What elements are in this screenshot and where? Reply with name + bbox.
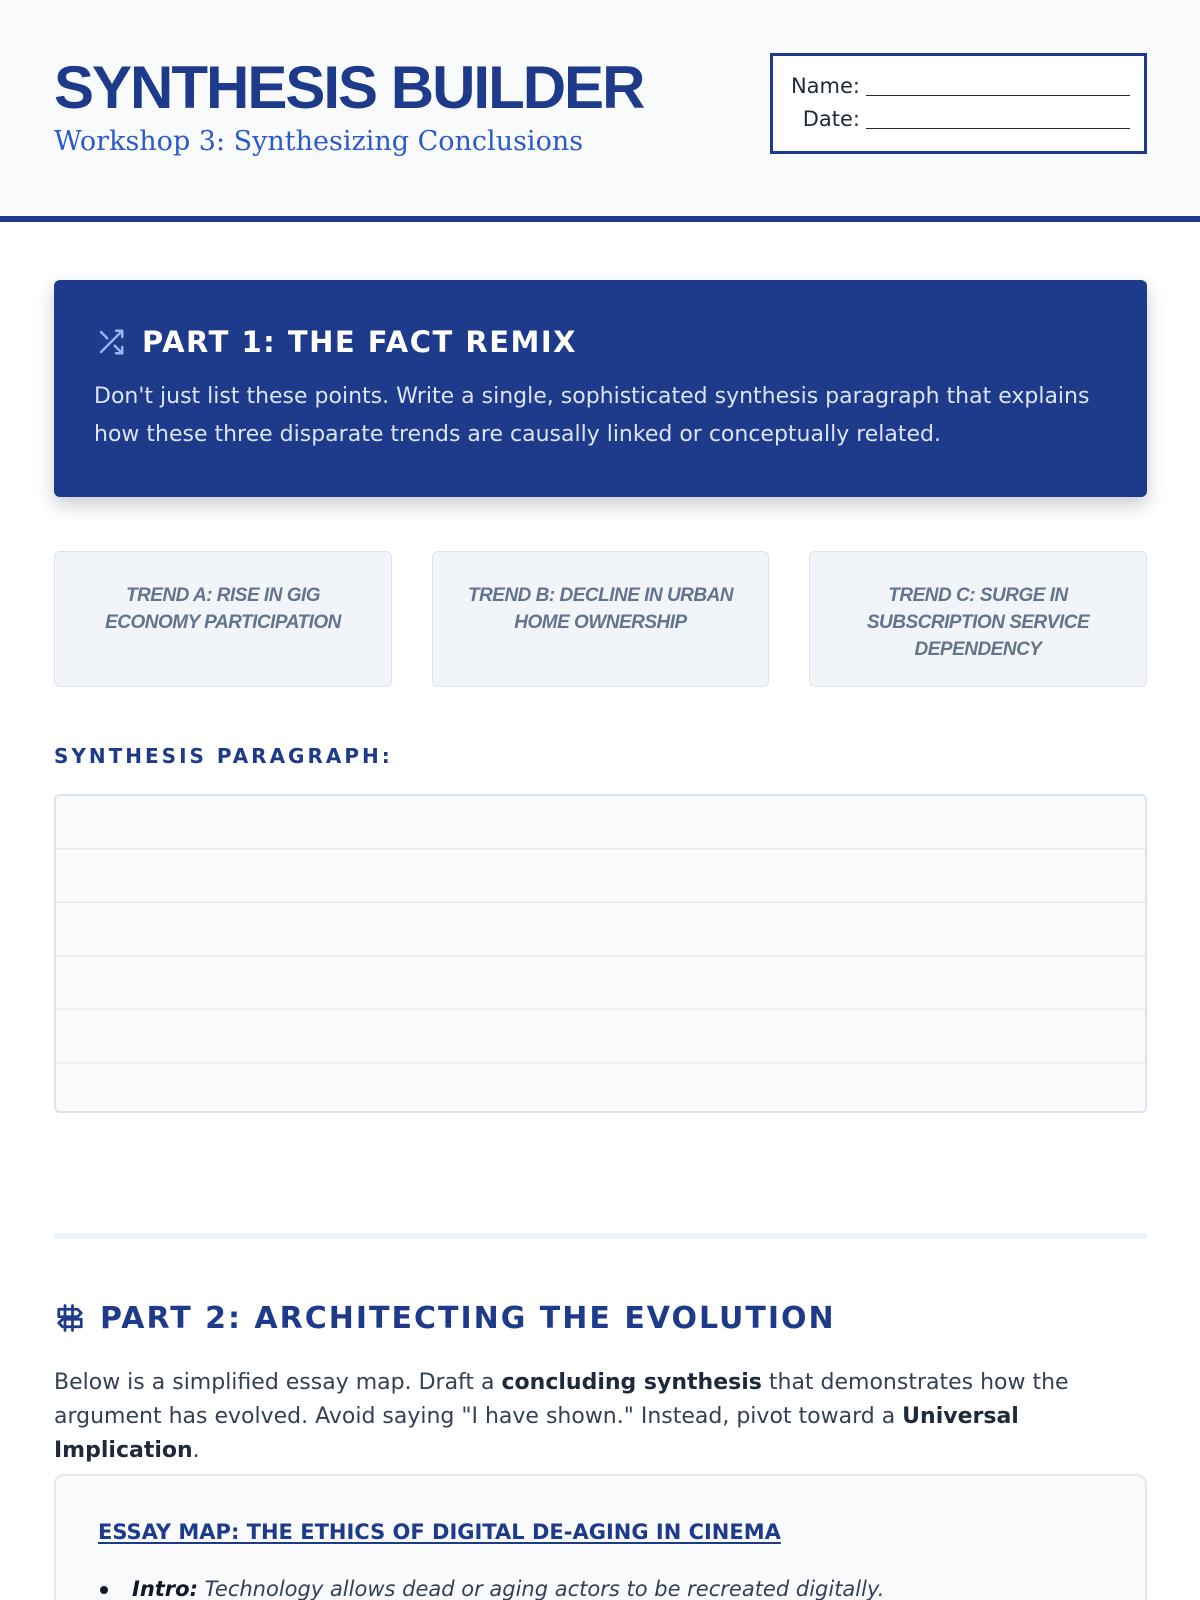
name-field[interactable] xyxy=(866,70,1130,96)
trend-card-a: TREND A: RISE IN GIG ECONOMY PARTICIPATION xyxy=(54,551,392,687)
page-subtitle: Workshop 3: Synthesizing Conclusions xyxy=(54,126,584,157)
name-label: Name: xyxy=(790,74,860,98)
part2-bold-1: concluding synthesis xyxy=(501,1370,762,1395)
list-item xyxy=(98,1574,1103,1600)
essay-map-title: ESSAY MAP: THE ETHICS OF DIGITAL DE-AGING IN CINEMA xyxy=(98,1520,781,1544)
part2-title: PART 2: ARCHITECTING THE EVOLUTION xyxy=(100,1300,836,1336)
part2-instructions xyxy=(54,1366,1149,1468)
date-label: Date: xyxy=(802,107,860,131)
shuffle-icon xyxy=(94,327,128,357)
synthesis-paragraph-label: SYNTHESIS PARAGRAPH: xyxy=(54,744,393,768)
part1-title: PART 1: THE FACT REMIX xyxy=(142,325,578,359)
trend-card-b: TREND B: DECLINE IN URBAN HOME OWNERSHIP xyxy=(432,551,769,687)
part2-heading xyxy=(54,1296,836,1340)
part2-text-3: . xyxy=(192,1438,200,1463)
signpost-icon xyxy=(54,1303,86,1333)
trend-card-c: TREND C: SURGE IN SUBSCRIPTION SERVICE DEPENDENCY xyxy=(809,551,1147,687)
synthesis-paragraph-area[interactable] xyxy=(54,794,1147,1113)
page-title: SYNTHESIS BUILDER xyxy=(54,54,644,121)
date-field[interactable] xyxy=(866,103,1130,129)
date-row xyxy=(787,103,1130,136)
part2-text-2: that demonstrates how the argument has evolved. Avoid saying "I have shown." Instead, pivot toward a xyxy=(54,1370,1069,1429)
part1-instructions: Don't just list these points. Write a single, sophisticated synthesis paragraph that explains how these three disparate trends are causally linked or conceptually related. xyxy=(94,384,1090,447)
name-date-box xyxy=(770,53,1147,154)
part2-text-1: Below is a simplified essay map. Draft a xyxy=(54,1370,502,1395)
part1-heading xyxy=(94,322,1107,362)
part1-card xyxy=(54,280,1147,497)
part2-bold-2: Universal Implication xyxy=(54,1404,1019,1463)
essay-map-card xyxy=(54,1474,1147,1600)
worksheet-header xyxy=(0,0,1200,222)
essay-item-label: Intro: xyxy=(132,1577,198,1600)
essay-item-text: Technology allows dead or aging actors to be recreated digitally. xyxy=(197,1577,885,1600)
trend-cards xyxy=(54,551,1147,687)
name-row xyxy=(787,70,1130,103)
essay-map-list xyxy=(98,1574,1103,1600)
section-divider xyxy=(54,1233,1147,1239)
